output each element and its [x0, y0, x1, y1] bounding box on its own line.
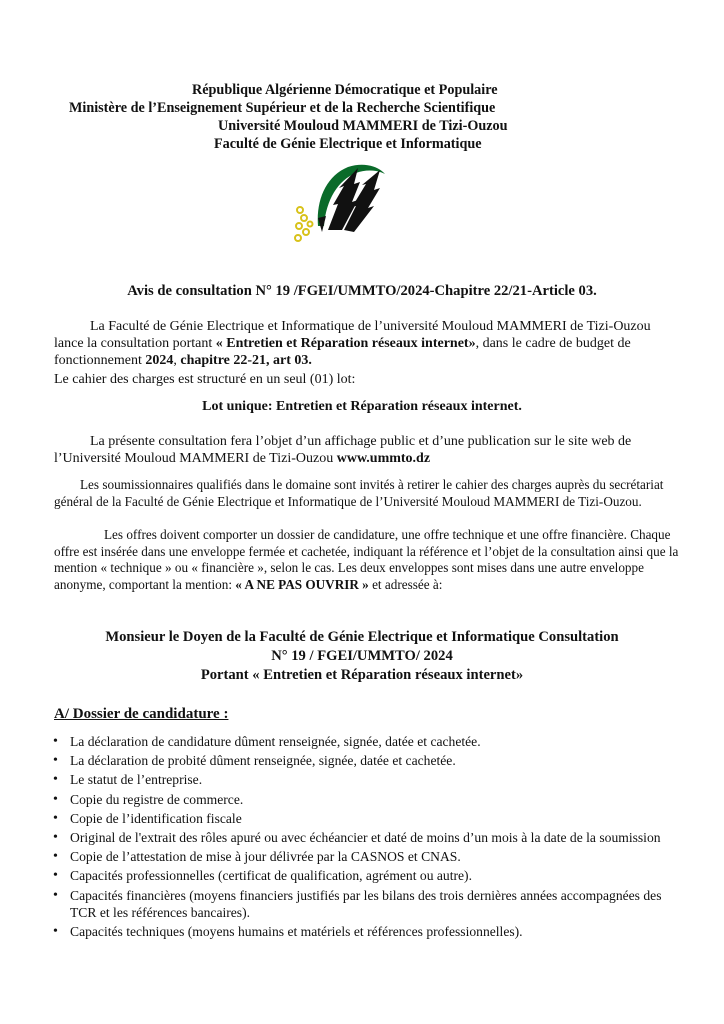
list-item: • Copie du registre de commerce. [50, 791, 690, 808]
list-item: • Capacités professionnelles (certificat de qualification, agrément ou autre). [50, 867, 690, 884]
list-item: • Original de l'extrait des rôles apuré ou avec échéancier et daté de moins d’un mois à la date de la soumission [50, 829, 690, 846]
header-ministry: Ministère de l’Enseignement Supérieur et de la Recherche Scientifique [69, 100, 496, 116]
list-item: • La déclaration de probité dûment renseignée, signée, datée et cachetée. [50, 752, 690, 769]
header-faculty: Faculté de Génie Electrique et Informatique [214, 136, 482, 152]
intro-year: 2024 [145, 353, 174, 368]
intro-text-2: , dans le cadre de budget de fonctionnement [54, 336, 631, 368]
candidature-list [50, 733, 690, 942]
lot-structure-line: Le cahier des charges est structuré en un seul (01) lot: [54, 372, 356, 387]
list-item: • Copie de l’identification fiscale [50, 810, 690, 827]
header-republic: République Algérienne Démocratique et Populaire [192, 82, 498, 98]
intro-object: « Entretien et Réparation réseaux internet» [215, 336, 476, 351]
list-item: • Le statut de l’entreprise. [50, 771, 690, 788]
retrieval-paragraph: Les soumissionnaires qualifiés dans le domaine sont invités à retirer le cahier des charges auprès du secrétariat général de la Faculté de Génie Electrique et Informatique de l’Université Mouloud MAMMERI de Tizi-Ouzou. [54, 477, 664, 509]
lot-unique: Lot unique: Entretien et Réparation réseaux internet. [202, 399, 522, 414]
list-item: • Capacités techniques (moyens humains et matériels et références professionnelles). [50, 923, 690, 940]
address-line-2: N° 19 / FGEI/UMMTO/ 2024 [271, 648, 453, 664]
intro-text: La Faculté de Génie Electrique et Informatique de l’université Mouloud MAMMERI de Tizi-Ouzou lance la consultation portant [54, 319, 651, 351]
intro-chapter: chapitre 22-21, art 03. [180, 353, 312, 368]
header-university: Université Mouloud MAMMERI de Tizi-Ouzou [218, 118, 508, 134]
address-line-3: Portant « Entretien et Réparation réseaux internet» [200, 667, 524, 683]
section-a-heading: A/ Dossier de candidature : [54, 706, 229, 722]
list-item: • Capacités financières (moyens financiers justifiés par les bilans des trois dernières années accompagnées des TCR et les références bancaires). [50, 887, 690, 921]
intro-text-3: , [173, 353, 181, 368]
offers-text-end: et adressée à: [368, 576, 443, 592]
offers-text: Les offres doivent comporter un dossier de candidature, une offre technique et une offre financière. Chaque offre est insérée dans une enveloppe fermée et cachetée, indiquant la référence et l’objet de la consultation ainsi que la mention « technique » ou « financière », selon le cas. Les deux enveloppes sont mises dans une autre enveloppe anonyme, comportant la mention: [54, 527, 679, 592]
website-link[interactable]: www.ummto.dz [336, 451, 431, 466]
consultation-title: Avis de consultation N° 19 /FGEI/UMMTO/2024-Chapitre 22/21-Article 03. [127, 283, 597, 299]
intro-paragraph [54, 318, 680, 369]
publication-paragraph [54, 433, 680, 467]
list-item: • La déclaration de candidature dûment renseignée, signée, datée et cachetée. [50, 733, 690, 750]
address-line-1: Monsieur le Doyen de la Faculté de Génie Electrique et Informatique Consultation [105, 629, 619, 645]
publication-text: La présente consultation fera l’objet d’un affichage public et d’une publication sur le site web de l’Université Mouloud MAMMERI de Tizi-Ouzou [54, 434, 632, 466]
do-not-open-mention: « A NE PAS OUVRIR » [235, 576, 369, 592]
offers-paragraph [54, 527, 680, 593]
list-item: • Copie de l’attestation de mise à jour délivrée par la CASNOS et CNAS. [50, 848, 690, 865]
university-logo [282, 160, 392, 246]
